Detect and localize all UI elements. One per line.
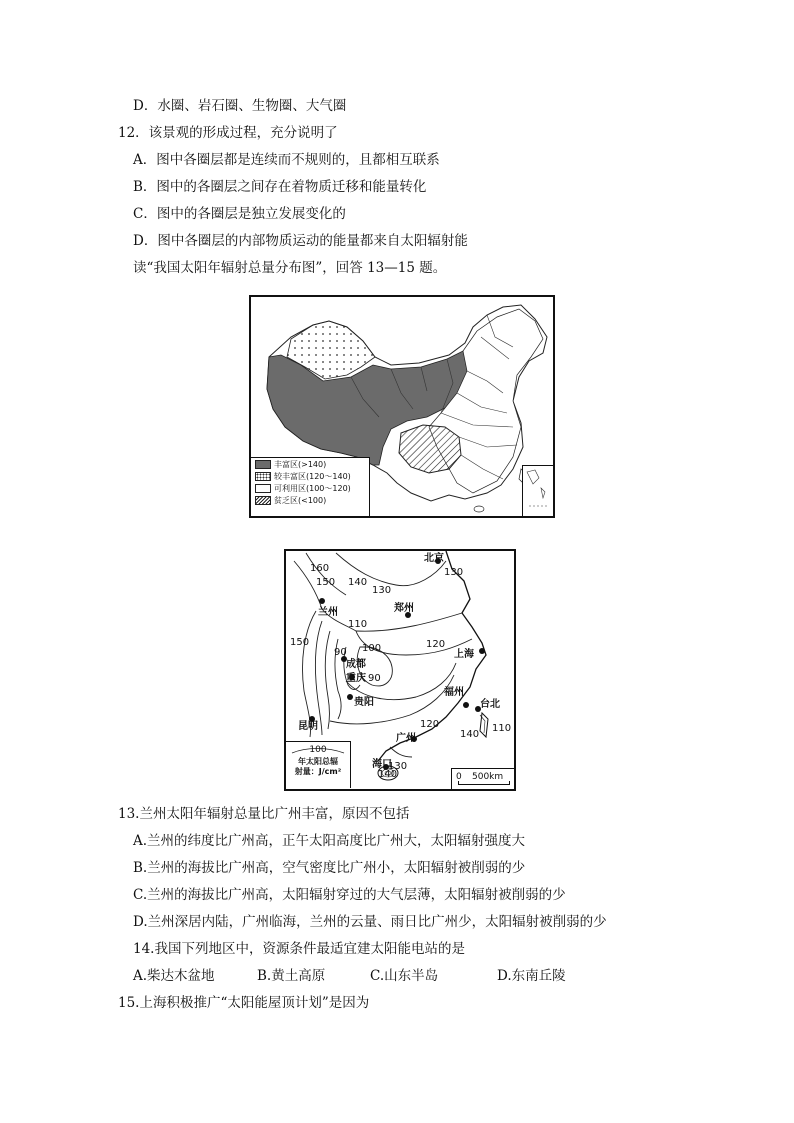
- legend-swatch-rich: [255, 460, 271, 469]
- contour-label: 90: [368, 673, 381, 684]
- contour-label: 120: [420, 719, 440, 730]
- legend-poor: [255, 495, 369, 506]
- q12-option-b: B．图中的各圈层之间存在着物质迁移和能量转化: [133, 179, 427, 195]
- inset-graphic: [523, 466, 553, 516]
- q13-option-a: A.兰州的纬度比广州高，正午太阳高度比广州大，太阳辐射强度大: [133, 833, 526, 849]
- city-guiyang: 贵阳: [354, 697, 374, 708]
- legend-isoline-sample: [286, 745, 350, 757]
- map1-legend: [251, 457, 370, 516]
- question-15: 15.上海积极推广“太阳能屋顶计划”是因为: [118, 995, 370, 1011]
- question-14: 14.我国下列地区中，资源条件最适宜建太阳能电站的是: [133, 941, 465, 957]
- legend-swatch-more: [255, 472, 271, 481]
- scale-zero: 0: [456, 772, 462, 782]
- contour-label: 140: [460, 729, 480, 740]
- city-shanghai: 上海: [454, 649, 474, 660]
- q13-option-c: C.兰州的海拔比广州高，太阳辐射穿过的大气层薄，太阳辐射被削弱的少: [133, 887, 566, 903]
- legend-usable: [255, 483, 369, 494]
- legend-more-rich: [255, 471, 369, 482]
- city-zhengzhou: 郑州: [394, 603, 414, 614]
- scale-bar: [451, 768, 514, 789]
- q12-option-d: D．图中各圈层的内部物质运动的能量都来自太阳辐射能: [133, 233, 468, 249]
- city-taibei: 台北: [480, 699, 500, 710]
- contour-label: 110: [492, 723, 512, 734]
- legend-unit: 射量：J/cm²: [294, 767, 342, 776]
- isoline-legend: [286, 741, 351, 788]
- south-china-sea-inset: [522, 465, 553, 516]
- contour-label: 130: [388, 761, 408, 772]
- contour-label: 110: [348, 619, 368, 630]
- hainan-island: [474, 506, 484, 512]
- legend-rich: [255, 459, 369, 470]
- city-beijing: 北京: [424, 553, 444, 564]
- q12-option-a: A．图中各圈层都是连续而不规则的，且都相互联系: [133, 152, 440, 168]
- legend-swatch-usable: [255, 484, 271, 493]
- reading-instruction: 读“我国太阳年辐射总量分布图”，回答 13—15 题。: [133, 260, 447, 276]
- city-guangzhou: 广州: [396, 733, 416, 744]
- city-fuzhou: 福州: [444, 687, 464, 698]
- legend-value: 100: [309, 745, 327, 755]
- legend-label-poor: 贫乏区(<100): [274, 496, 327, 505]
- contour-label: 130: [372, 585, 392, 596]
- question-13: 13.兰州太阳年辐射总量比广州丰富，原因不包括: [118, 806, 410, 822]
- question-12: 12．该景观的形成过程，充分说明了: [118, 125, 338, 141]
- legend-label-rich: 丰富区(>140): [274, 460, 327, 469]
- q14-option-c: C.山东半岛: [370, 968, 439, 984]
- q12-option-c: C．图中的各圈层是独立发展变化的: [133, 206, 346, 222]
- contour-label: 130: [444, 567, 464, 578]
- contour-label: 160: [310, 563, 330, 574]
- contour-label: 100: [362, 643, 382, 654]
- option-d-q11: D．水圈、岩石圈、生物圈、大气圈: [133, 98, 347, 114]
- q14-option-a: A.柴达木盆地: [133, 968, 215, 984]
- scale-label: 500km: [472, 772, 504, 782]
- contour-label: 150: [316, 577, 336, 588]
- city-lanzhou: 兰州: [318, 607, 338, 618]
- q14-option-b: B.黄土高原: [257, 968, 326, 984]
- contour-label: 140: [348, 577, 368, 588]
- city-haikou: 海口: [372, 759, 392, 770]
- legend-title: 年太阳总辐: [298, 757, 338, 766]
- contour-label: 140: [378, 769, 398, 780]
- q13-option-b: B.兰州的海拔比广州高，空气密度比广州小，太阳辐射被削弱的少: [133, 860, 526, 876]
- city-chengdu: 成都: [346, 659, 366, 670]
- contour-label: 120: [426, 639, 446, 650]
- contour-label: 90: [334, 647, 347, 658]
- q13-option-d: D.兰州深居内陆，广州临海，兰州的云量、雨日比广州少，太阳辐射被削弱的少: [133, 914, 607, 930]
- legend-label-usable: 可利用区(100～120): [274, 484, 351, 493]
- legend-label-more: 较丰富区(120～140): [274, 472, 351, 481]
- city-kunming: 昆明: [298, 721, 318, 732]
- china-solar-zone-map: [249, 295, 555, 518]
- city-chongqing: 重庆: [346, 673, 366, 684]
- contour-label: 150: [290, 637, 310, 648]
- solar-radiation-isoline-map: [284, 549, 516, 791]
- legend-swatch-poor: [255, 496, 271, 505]
- q14-option-d: D.东南丘陵: [497, 968, 566, 984]
